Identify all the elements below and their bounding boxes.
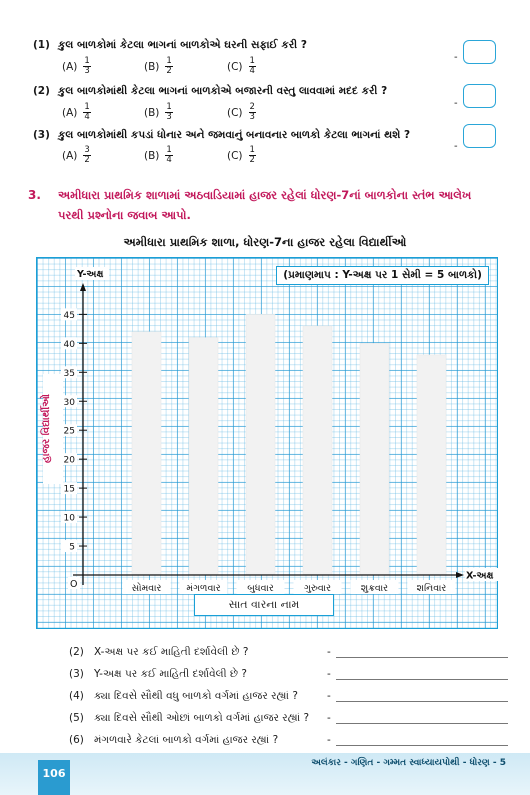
option-c: (C) $\frac{2}{3}$ [227, 102, 255, 122]
question-number: (4) [69, 690, 84, 702]
question-text: કુલ બાળકોમાંથી કેટલા ભાગનાં બાળકોએ બજારની વસ્તુ લાવવામાં મદદ કરી ? [58, 85, 388, 97]
option-c: (C) $\frac{1}{2}$ [227, 145, 255, 165]
answer-dash: - [327, 734, 331, 746]
fraction: $\frac{3}{2}$ [84, 145, 90, 165]
y-tick-label: 10 [63, 513, 75, 524]
chart-title: અમીધારા પ્રાથમિક શાળા, ધોરણ-7ના હાજર રહેલા વિદ્યાર્થીઓ [123, 235, 407, 249]
bar [360, 343, 389, 575]
y-tick-label: 5 [69, 542, 75, 553]
y-tick-label: 30 [63, 397, 75, 408]
option-b: (B) $\frac{1}{3}$ [144, 102, 172, 122]
answer-box[interactable] [463, 40, 496, 64]
category-label: શનિવાર [416, 583, 447, 594]
option-b: (B) $\frac{1}{4}$ [144, 145, 172, 165]
option-a: (A) $\frac{3}{2}$ [62, 145, 90, 165]
x-axis-name: X-અક્ષ [466, 570, 494, 582]
fraction: $\frac{1}{3}$ [166, 102, 172, 122]
answer-dash: - [327, 690, 331, 702]
y-tick-label: 15 [63, 484, 75, 495]
section-instruction-line1: અમીધારા પ્રાથમિક શાળામાં અઠવાડિયામાં હાજર રહેલાં ધોરણ-7નાં બાળકોના સ્તંભ આલેખ [58, 188, 472, 202]
section-instruction-line2: પરથી પ્રશ્નોના જવાબ આપો. [58, 208, 191, 222]
fraction: $\frac{1}{4}$ [166, 145, 172, 165]
question-row [0, 646, 530, 666]
x-axis-arrow [456, 572, 464, 578]
option-a: (A) $\frac{1}{3}$ [62, 56, 90, 76]
bar [303, 326, 332, 575]
bar [132, 332, 161, 575]
answer-line[interactable] [336, 745, 508, 746]
question-row [0, 668, 530, 688]
fraction: $\frac{1}{2}$ [249, 145, 255, 165]
question-row [0, 690, 530, 710]
section-number: 3. [28, 188, 41, 202]
y-axis-name: Y-અક્ષ [77, 269, 104, 280]
page-number: 106 [42, 767, 66, 780]
answer-dash: - [327, 646, 331, 658]
fraction: $\frac{2}{3}$ [249, 102, 255, 122]
answer-line[interactable] [336, 701, 508, 702]
scale-note: (પ્રમાણમાપ : Y-અક્ષ પર 1 સેમી = 5 બાળકો) [276, 266, 489, 285]
y-axis-label: હાજર વિદ્યાર્થીઓ [41, 394, 52, 463]
answer-dash: - [327, 712, 331, 724]
question-number: (2) [33, 85, 50, 97]
question-text: X-અક્ષ પર કઈ માહિતી દર્શાવેલી છે ? [94, 646, 249, 658]
answer-line[interactable] [336, 723, 508, 724]
x-axis-label: સાત વારના નામ [194, 594, 334, 616]
question-number: (1) [33, 39, 50, 51]
answer-box[interactable] [463, 84, 496, 108]
option-c: (C) $\frac{1}{4}$ [227, 56, 255, 76]
fraction: $\frac{1}{4}$ [249, 56, 255, 76]
origin-label: O [70, 579, 78, 590]
question-row [0, 712, 530, 732]
category-label: સોમવાર [131, 583, 162, 594]
graph-paper [36, 257, 498, 629]
answer-dash: - [327, 668, 331, 680]
y-tick-label: 40 [63, 339, 75, 350]
answer-line[interactable] [336, 657, 508, 658]
answer-box[interactable] [463, 124, 496, 148]
option-a: (A) $\frac{1}{4}$ [62, 102, 90, 122]
question-text: મંગળવારે કેટલાં બાળકો વર્ગમાં હાજર રહ્યાં ? [94, 734, 279, 746]
category-label: ગુરુવાર [303, 583, 332, 594]
fraction: $\frac{1}{4}$ [84, 102, 90, 122]
y-tick-label: 35 [63, 368, 75, 379]
category-label: બુધવાર [247, 583, 274, 594]
bar [246, 314, 275, 575]
category-label: મંગળવાર [186, 583, 221, 594]
question-text: કુલ બાળકોમાં કેટલા ભાગનાં બાળકોએ ઘરની સફાઈ કરી ? [58, 39, 307, 51]
answer-dash: - [454, 141, 458, 152]
y-axis-arrow [80, 283, 86, 291]
y-tick-label: 20 [63, 455, 75, 466]
y-tick-label: 25 [63, 426, 75, 437]
question-number: (3) [69, 668, 84, 680]
bar [417, 355, 446, 575]
bar [189, 338, 218, 575]
question-text: કુલ બાળકોમાંથી કપડાં ધોનાર અને જમવાનું બનાવનાર બાળકો કેટલા ભાગનાં થશે ? [58, 129, 411, 141]
question-text: ક્યા દિવસે સૌથી વધુ બાળકો વર્ગમાં હાજર રહ્યાં ? [94, 690, 298, 702]
answer-dash: - [454, 52, 458, 63]
y-tick-label: 45 [63, 310, 75, 321]
question-number: (3) [33, 129, 50, 141]
footer-text: અલંકાર - ગણિત - ગમ્મત સ્વાધ્યાયપોથી - ધોરણ - 5 [311, 758, 506, 768]
question-number: (2) [69, 646, 84, 658]
bar-chart [36, 257, 498, 629]
option-b: (B) $\frac{1}{2}$ [144, 56, 172, 76]
fraction: $\frac{1}{2}$ [166, 56, 172, 76]
question-text: ક્યા દિવસે સૌથી ઓછાં બાળકો વર્ગમાં હાજર રહ્યાં ? [94, 712, 310, 724]
fraction: $\frac{1}{3}$ [84, 56, 90, 76]
question-number: (5) [69, 712, 84, 724]
category-label: શુક્રવાર [360, 583, 389, 594]
question-row [0, 734, 530, 754]
question-text: Y-અક્ષ પર કઈ માહિતી દર્શાવેલી છે ? [94, 668, 247, 680]
question-number: (6) [69, 734, 84, 746]
answer-dash: - [454, 98, 458, 109]
answer-line[interactable] [336, 679, 508, 680]
